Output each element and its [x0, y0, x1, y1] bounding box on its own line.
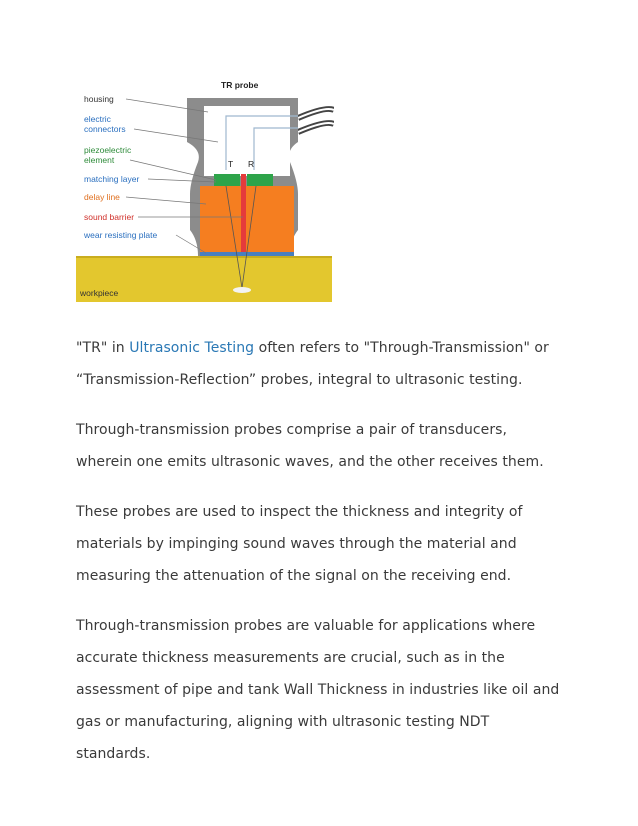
paragraph-line: Through-transmission probes are valuable for applications where — [76, 618, 536, 634]
matching-layer-label: matching layer — [84, 174, 140, 184]
paragraph-line: These probes are used to inspect the thickness and integrity of — [76, 504, 523, 520]
housing-label: housing — [84, 94, 114, 104]
paragraph-line: gas or manufacturing, aligning with ultrasonic testing NDT — [76, 714, 490, 730]
paragraph-line: materials by impinging sound waves through the material and — [76, 536, 517, 552]
paragraph-line: “Transmission-Reflection” probes, integral to ultrasonic testing. — [76, 372, 523, 388]
paragraph-inspection — [76, 496, 576, 592]
diagram-title: TR probe — [221, 80, 259, 90]
matching-layer-left — [214, 174, 240, 186]
text-fragment: "TR" in — [76, 340, 130, 356]
delay-line — [200, 186, 294, 252]
electric-connectors-label-1: electric — [84, 114, 111, 124]
wear-plate-label: wear resisting plate — [84, 230, 158, 240]
piezo-label-1: piezoelectric — [84, 145, 132, 155]
t-label: T — [228, 159, 234, 169]
paragraph-line: Through-transmission probes comprise a pair of transducers, — [76, 422, 507, 438]
paragraph-line: wherein one emits ultrasonic waves, and the other receives them. — [76, 454, 544, 470]
text-fragment: often refers to "Through-Transmission" or — [254, 340, 549, 356]
probe-illustration — [76, 72, 334, 302]
workpiece-label: workpiece — [80, 288, 119, 298]
paragraph-applications — [76, 610, 576, 770]
matching-layer-right — [247, 174, 273, 186]
sound-barrier-label: sound barrier — [84, 212, 135, 222]
paragraph-transducers — [76, 414, 576, 478]
electric-connectors-label-2: connectors — [84, 124, 126, 134]
paragraph-tr-definition — [76, 332, 576, 396]
article-body — [76, 332, 576, 788]
tr-probe-diagram — [76, 72, 334, 302]
paragraph-line — [76, 332, 576, 364]
paragraph-line: assessment of pipe and tank Wall Thickness in industries like oil and — [76, 682, 560, 698]
paragraph-line: measuring the attenuation of the signal on the receiving end. — [76, 568, 512, 584]
delay-line-label: delay line — [84, 192, 120, 202]
sound-barrier — [241, 174, 246, 252]
r-label: R — [248, 159, 255, 169]
piezo-label-2: element — [84, 155, 115, 165]
paragraph-line: accurate thickness measurements are crucial, such as in the — [76, 650, 505, 666]
paragraph-line: standards. — [76, 746, 151, 762]
ultrasonic-testing-link[interactable]: Ultrasonic Testing — [129, 340, 255, 356]
